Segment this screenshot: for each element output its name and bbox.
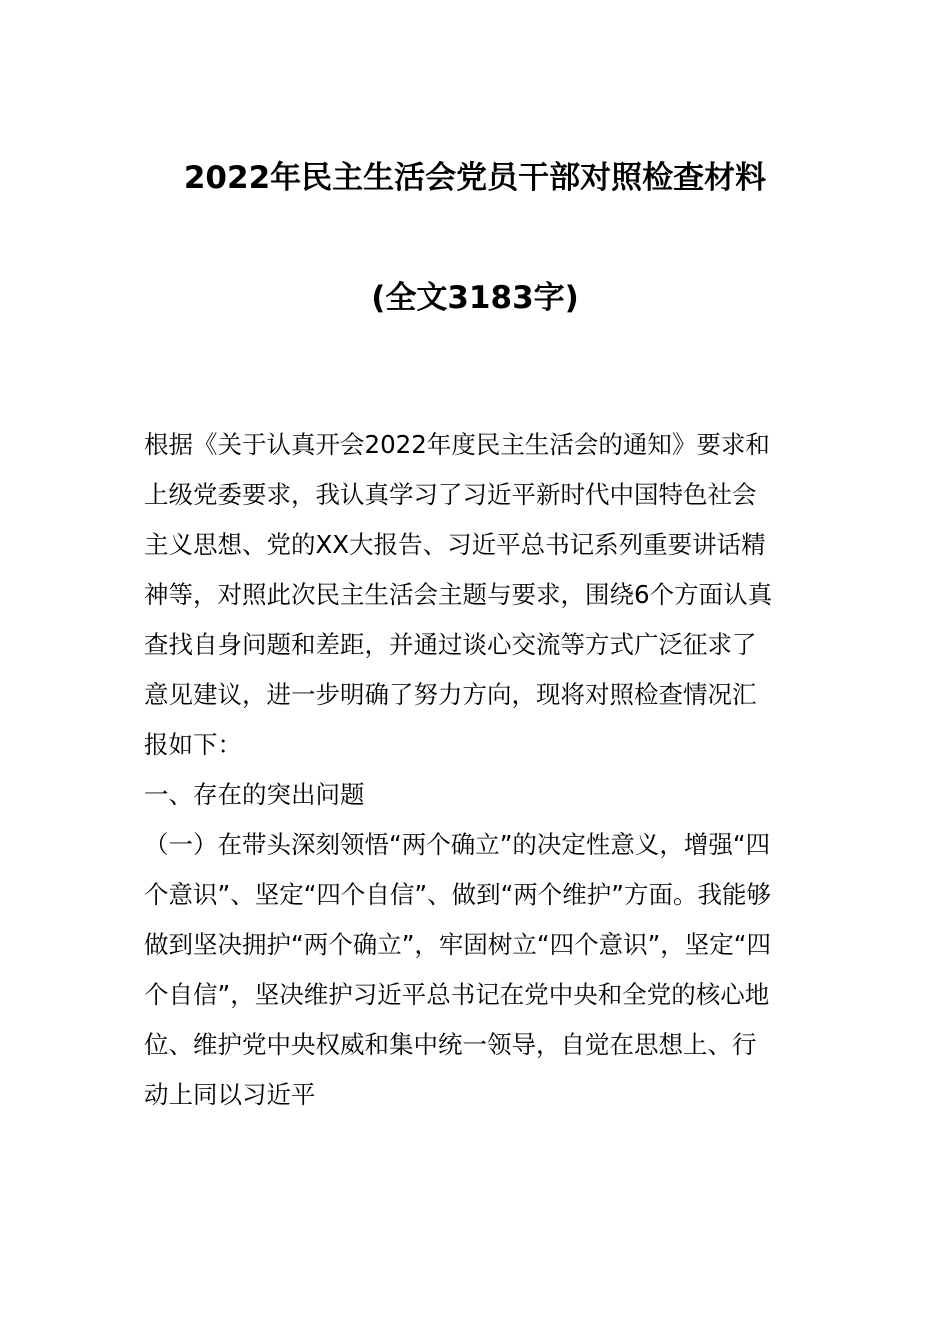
body-line: 做到坚决拥护“两个确立”，牢固树立“四个意识”，坚定“四 — [144, 930, 771, 959]
body-line: 根据《关于认真开会2022年度民主生活会的通知》要求和 — [144, 430, 770, 459]
body-line: 意见建议，进一步明确了努力方向，现将对照检查情况汇 — [144, 680, 757, 709]
body-line: 神等，对照此次民主生活会主题与要求，围绕6个方面认真 — [144, 580, 773, 609]
body-line: 动上同以习近平 — [144, 1080, 316, 1109]
body-line: 查找自身问题和差距，并通过谈心交流等方式广泛征求了 — [144, 630, 757, 659]
document-title: 2022年民主生活会党员干部对照检查材料 — [183, 160, 767, 196]
section-heading: 一、存在的突出问题 — [144, 780, 365, 809]
body-line: 报如下： — [144, 730, 242, 759]
body-line: 个意识”、坚定“四个自信”、做到“两个维护”方面。我能够 — [144, 880, 771, 909]
body-line: （一）在带头深刻领悟“两个确立”的决定性意义，增强“四 — [144, 830, 771, 859]
body-line: 个自信”，坚决维护习近平总书记在党中央和全党的核心地 — [144, 980, 770, 1009]
body-line: 上级党委要求，我认真学习了习近平新时代中国特色社会 — [144, 480, 757, 509]
document-body — [144, 420, 808, 1120]
document-subtitle: (全文3183字) — [371, 280, 579, 316]
body-line: 位、维护党中央权威和集中统一领导，自觉在思想上、行 — [144, 1030, 757, 1059]
body-line: 主义思想、党的XX大报告、习近平总书记系列重要讲话精 — [144, 530, 766, 559]
